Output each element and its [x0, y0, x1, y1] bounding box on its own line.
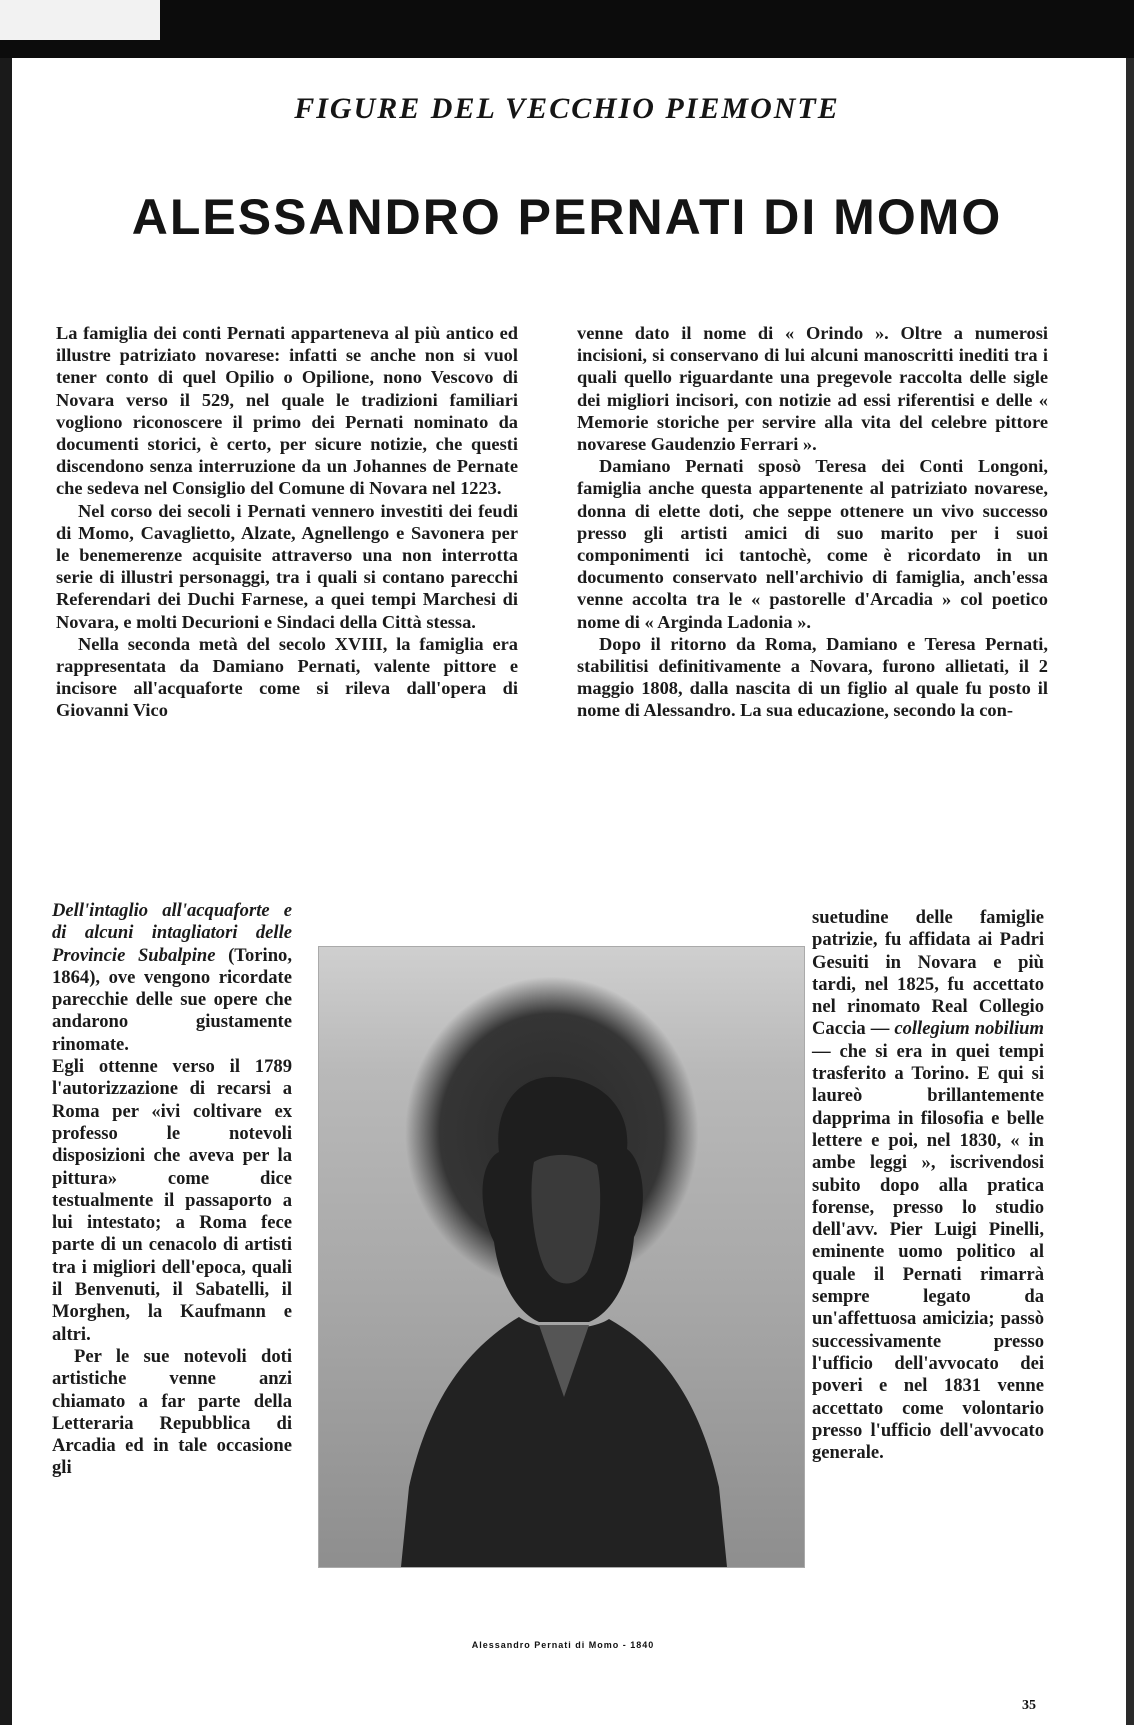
page-number: 35 [1022, 1698, 1036, 1713]
article-title: ALESSANDRO PERNATI DI MOMO [131, 189, 1003, 245]
right-column [577, 322, 1048, 722]
paragraph [52, 900, 292, 1056]
book-title: Dell'intaglio all'acquaforte e di alcuni intagliatori delle Provincie Subalpine [52, 900, 292, 966]
series-header: FIGURE DEL VECCHIO PIEMONTE [294, 92, 840, 125]
paragraph: Per le sue notevoli doti artistiche venne anzi chiamato a far parte della Letteraria Repubblica di Arcadia ed in tale occasione gli [52, 1345, 292, 1479]
latin-phrase: collegium nobilium [894, 1018, 1044, 1040]
left-narrow-column [52, 900, 292, 1480]
scan-top-border [0, 0, 1134, 58]
text-run: (Torino, 1864), ove vengono ricordate parecchie delle sue opere che andarono giustamente rinomate. [52, 944, 292, 1055]
paragraph: Nel corso dei secoli i Pernati vennero investiti dei feudi di Momo, Cavaglietto, Alzate, Agnellengo e Savonera per le benemerenze acquisite attraverso una non interrotta serie di illustri personaggi, tra i quali si contano parecchi Referendari dei Duchi Farnese, a quei tempi Marchesi di Novara, e molti Decurioni e Sindaci della Città stessa. [56, 500, 518, 632]
paragraph: La famiglia dei conti Pernati apparteneva al più antico ed illustre patriziato novarese: infatti se anche non si vuol tener conto di quel Opilio o Opilione, nono Vescovo di Novara verso il 529, nel quale le tradizioni familiari vogliono riconoscere il primo dei Pernati nominato da documenti storici, è certo, per sicure notizie, che questi discendono senza interruzione da un Johannes de Pernate che sedeva nel Consiglio del Comune di Novara nel 1223. [56, 323, 518, 499]
paragraph: Nella seconda metà del secolo XVIII, la famiglia era rappresentata da Damiano Pernati, valente pittore e incisore all'acquaforte come si rileva dall'opera di Giovanni Vico [56, 633, 518, 721]
figure-caption: Alessandro Pernati di Momo - 1840 [471, 1640, 655, 1650]
left-column [56, 322, 518, 722]
text-run: suetudine delle famiglie patrizie, fu affidata ai Padri Gesuiti in Novara e più tardi, nel 1825, fu accettato nel rinomato Real Collegio Caccia — [812, 907, 1044, 1040]
paragraph: Egli ottenne verso il 1789 l'autorizzazione di recarsi a Roma per «ivi coltivare ex professo le notevoli disposizioni che aveva per la pittura» come dice testualmente il passaporto a lui intestato; a Roma fece parte di un cenacolo di artisti tra i migliori dell'epoca, quali il Benvenuti, il Sabatelli, il Morghen, la Kaufmann e altri. [52, 1056, 292, 1345]
text-run: — che si era in quei tempi trasferito a Torino. E qui si laureò brillantemente dapprima in filosofia e belle lettere e poi, nel 1830, « in ambe leggi », iscrivendosi subito dopo alla pratica forense, presso lo studio dell'avv. Pier Luigi Pinelli, eminente uomo politico al quale il Pernati rimarrà sempre legato da un'affettuosa amicizia; passò successivamente presso l'ufficio dell'avvocato dei poveri e nel 1831 venne accettato come volontario presso l'ufficio dell'avvocato generale. [812, 1040, 1044, 1464]
scan-left-edge [0, 58, 12, 1725]
right-narrow-column [812, 907, 1044, 1464]
scan-right-edge [1126, 58, 1134, 1725]
portrait-figure [399, 1067, 729, 1568]
paragraph: venne dato il nome di « Orindo ». Oltre a numerosi incisioni, si conservano di lui alcuni manoscritti inediti tra i quali quello riguardante una pregevole raccolta delle sigle dei migliori incisori, con notizie ad essi riferentisi e delle « Memorie storiche per servire alla vita del celebre pittore novarese Gaudenzio Ferrari ». [577, 323, 1048, 455]
paragraph: Dopo il ritorno da Roma, Damiano e Teresa Pernati, stabilitisi definitivamente a Novara, furono allietati, il 2 maggio 1808, dalla nascita di un figlio al quale fu posto il nome di Alessandro. La sua educazione, secondo la con- [577, 633, 1048, 721]
scan-corner [0, 0, 160, 40]
paragraph: Damiano Pernati sposò Teresa dei Conti Longoni, famiglia anche questa appartenente al patriziato novarese, donna di elette doti, che seppe ottenere un vivo successo presso gli artisti amici di suo marito per i suoi componimenti ici tantochè, come è ricordato in un documento conservato nell'archivio di famiglia, anch'essa venne accolta tra le « pastorelle d'Arcadia » col poetico nome di « Arginda Ladonia ». [577, 456, 1048, 632]
paragraph [812, 907, 1044, 1464]
portrait-image [318, 946, 805, 1568]
